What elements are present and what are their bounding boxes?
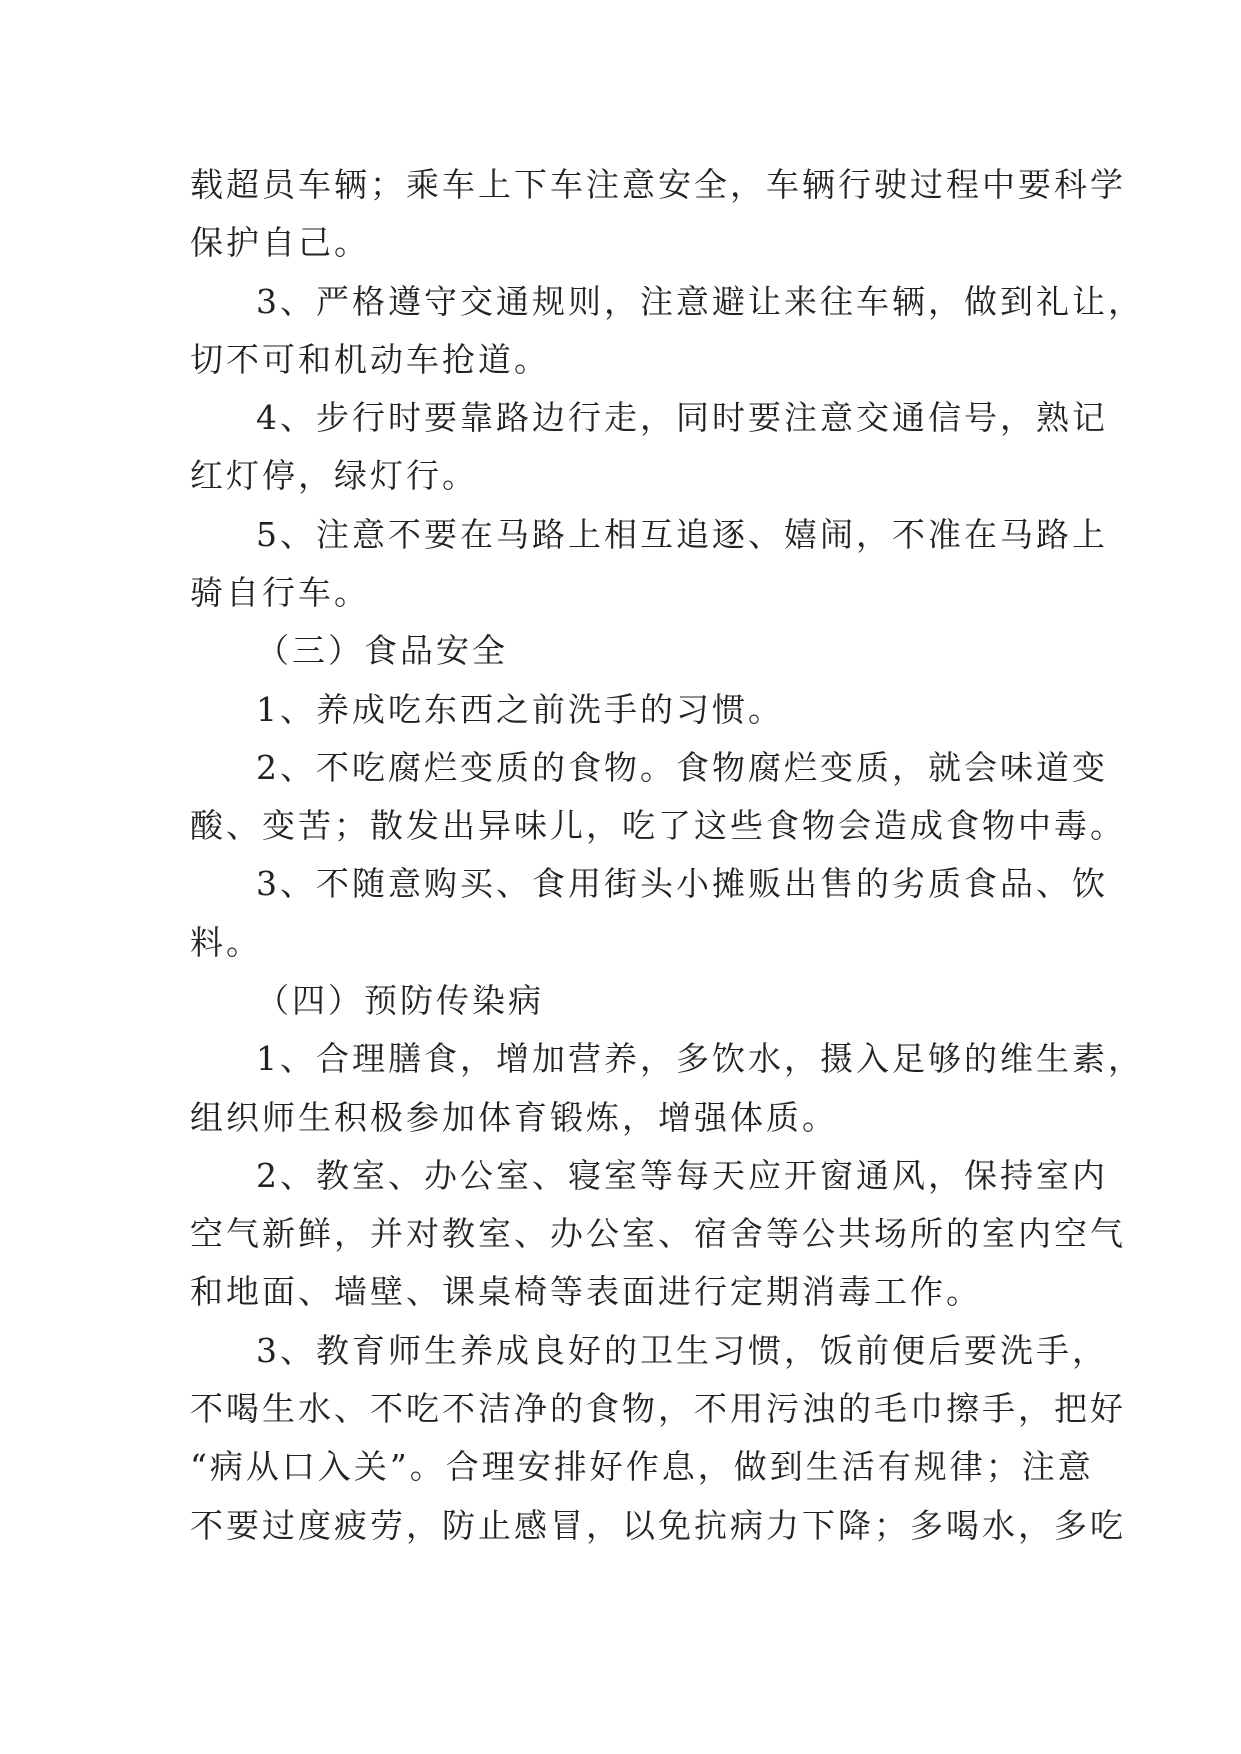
- paragraph-line: 料。: [190, 923, 262, 962]
- list-item-line: 3、教育师生养成良好的卫生习惯，饭前便后要洗手，: [256, 1331, 1108, 1370]
- paragraph-line: 组织师生积极参加体育锻炼，增强体质。: [190, 1098, 838, 1137]
- paragraph-line: “病从口入关”。合理安排好作息，做到生活有规律；注意: [190, 1447, 1094, 1486]
- paragraph-line: 骑自行车。: [190, 573, 370, 612]
- paragraph-line: 切不可和机动车抢道。: [190, 340, 550, 379]
- paragraph-line: 酸、变苦；散发出异味儿，吃了这些食物会造成食物中毒。: [190, 806, 1126, 845]
- paragraph-line: 保护自己。: [190, 223, 370, 262]
- list-item-line: 2、不吃腐烂变质的食物。食物腐烂变质，就会味道变: [256, 748, 1108, 787]
- paragraph-line: 空气新鲜，并对教室、办公室、宿舍等公共场所的室内空气: [190, 1214, 1126, 1253]
- list-item-line: 5、注意不要在马路上相互追逐、嬉闹，不准在马路上: [256, 515, 1108, 554]
- list-item-line: 4、步行时要靠路边行走，同时要注意交通信号，熟记: [256, 398, 1108, 437]
- paragraph-line: 不喝生水、不吃不洁净的食物，不用污浊的毛巾擦手，把好: [190, 1389, 1126, 1428]
- section-heading-food-safety: （三）食品安全: [256, 631, 508, 670]
- paragraph-line: 和地面、墙壁、课桌椅等表面进行定期消毒工作。: [190, 1272, 982, 1311]
- paragraph-line: 红灯停，绿灯行。: [190, 456, 478, 495]
- list-item-line: 1、合理膳食，增加营养，多饮水，摄入足够的维生素，: [256, 1039, 1144, 1078]
- paragraph-line: 载超员车辆；乘车上下车注意安全，车辆行驶过程中要科学: [190, 165, 1126, 204]
- list-item-line: 1、养成吃东西之前洗手的习惯。: [256, 690, 784, 729]
- section-heading-disease-prevention: （四）预防传染病: [256, 981, 544, 1020]
- paragraph-line: 不要过度疲劳，防止感冒，以免抗病力下降；多喝水，多吃: [190, 1506, 1126, 1545]
- list-item-line: 3、不随意购买、食用街头小摊贩出售的劣质食品、饮: [256, 864, 1108, 903]
- list-item-line: 2、教室、办公室、寝室等每天应开窗通风，保持室内: [256, 1156, 1108, 1195]
- list-item-line: 3、严格遵守交通规则，注意避让来往车辆，做到礼让，: [256, 282, 1144, 321]
